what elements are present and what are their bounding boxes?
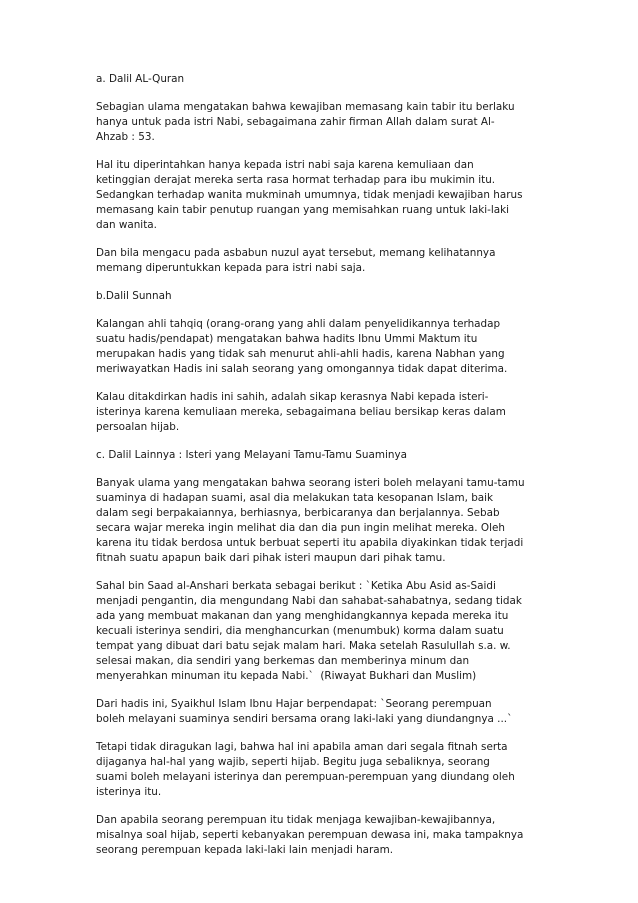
text-line: misalnya soal hijab, seperti kebanyakan perempuan dewasa ini, maka tampaknya [96,829,524,841]
text-line: hanya untuk pada istri Nabi, sebagaimana zahir firman Allah dalam surat Al- [96,116,495,128]
text-line: kecuali isterinya sendiri, dia menghancurkan (menumbuk) korma dalam suatu [96,625,504,637]
text-line: Dari hadis ini, Syaikhul Islam Ibnu Hajar berpendapat: `Seorang perempuan [96,698,492,710]
text-line: dalam segi berpakaiannya, berhiasnya, berbicaranya dan berjalannya. Sebab [96,507,500,519]
text-line: selesai makan, dia sendiri yang berkemas dan memberinya minum dan [96,655,470,667]
text-line: ada yang membuat makanan dan yang menghidangkannya kepada mereka itu [96,610,509,622]
paragraph-para-10 [96,813,548,858]
paragraph-para-6 [96,476,548,566]
text-line: Tetapi tidak diragukan lagi, bahwa hal ini apabila aman dari segala fitnah serta [96,741,508,753]
text-line: memang diperuntukkan kepada para istri nabi saja. [96,262,366,274]
text-line: secara wajar mereka ingin melihat dia dan dia pun ingin melihat mereka. Oleh [96,522,505,534]
text-line: Kalangan ahli tahqiq (orang-orang yang ahli dalam penyelidikannya terhadap [96,318,501,330]
text-line: ketinggian derajat mereka serta rasa hormat terhadap para ibu mukimin itu. [96,174,496,186]
text-line: dan wanita. [96,219,157,231]
section-heading-b [96,289,548,304]
text-line: memasang kain tabir penutup ruangan yang memisahkan ruang untuk laki-laki [96,204,510,216]
text-line: b.Dalil Sunnah [96,290,172,302]
text-line: Dan bila mengacu pada asbabun nuzul ayat tersebut, memang kelihatannya [96,247,496,259]
text-line: Kalau ditakdirkan hadis ini sahih, adalah sikap kerasnya Nabi kepada isteri- [96,391,489,403]
text-line: Banyak ulama yang mengatakan bahwa seorang isteri boleh melayani tamu-tamu [96,477,525,489]
text-line: dijaganya hal-hal yang wajib, seperti hijab. Begitu juga sebaliknya, seorang [96,756,490,768]
text-line: Hal itu diperintahkan hanya kepada istri nabi saja karena kemuliaan dan [96,159,474,171]
text-line: seorang perempuan kepada laki-laki lain menjadi haram. [96,844,394,856]
text-line: a. Dalil AL-Quran [96,73,185,85]
text-line: meriwayatkan Hadis ini salah seorang yang omongannya tidak dapat diterima. [96,363,508,375]
text-line: suatu hadis/pendapat) mengatakan bahwa hadits Ibnu Ummi Maktum itu [96,333,478,345]
text-line: suami boleh melayani isterinya dan perempuan-perempuan yang diundang oleh [96,771,515,783]
text-line: boleh melayani suaminya sendiri bersama orang laki-laki yang diundangnya ...` [96,713,513,725]
text-line: Sahal bin Saad al-Anshari berkata sebagai berikut : `Ketika Abu Asid as-Saidi [96,580,496,592]
text-line: Sebagian ulama mengatakan bahwa kewajiban memasang kain tabir itu berlaku [96,101,515,113]
section-heading-c [96,448,548,463]
text-line: isterinya itu. [96,786,162,798]
text-line: karena itu tidak berdosa untuk berbuat seperti itu apabila diyakinkan tidak terjadi [96,537,524,549]
paragraph-para-4 [96,317,548,377]
text-line: merupakan hadis yang tidak sah menurut ahli-ahli hadis, karena Nabhan yang [96,348,505,360]
paragraph-para-9 [96,740,548,800]
text-line: Sedangkan terhadap wanita mukminah umumnya, tidak menjadi kewajiban harus [96,189,523,201]
section-heading-a [96,72,548,87]
paragraph-para-8 [96,697,548,727]
paragraph-para-3 [96,246,548,276]
paragraph-para-1 [96,100,548,145]
text-line: isterinya karena kemuliaan mereka, sebagaimana beliau bersikap keras dalam [96,406,506,418]
text-line: persoalan hijab. [96,421,180,433]
paragraph-para-5 [96,390,548,435]
text-line: tempat yang dibuat dari batu sejak malam hari. Maka setelah Rasulullah s.a. w. [96,640,511,652]
text-line: menyerahkan minuman itu kepada Nabi.` (Riwayat Bukhari dan Muslim) [96,670,477,682]
text-line: Dan apabila seorang perempuan itu tidak menjaga kewajiban-kewajibannya, [96,814,496,826]
paragraph-para-7 [96,579,548,684]
text-line: Ahzab : 53. [96,131,155,143]
text-line: suaminya di hadapan suami, asal dia melakukan tata kesopanan Islam, baik [96,492,494,504]
paragraph-para-2 [96,158,548,233]
text-line: fitnah suatu apapun baik dari pihak isteri maupun dari pihak tamu. [96,552,446,564]
text-line: menjadi pengantin, dia mengundang Nabi dan sahabat-sahabatnya, sedang tidak [96,595,522,607]
text-line: c. Dalil Lainnya : Isteri yang Melayani Tamu-Tamu Suaminya [96,449,407,461]
document-page [96,72,548,871]
